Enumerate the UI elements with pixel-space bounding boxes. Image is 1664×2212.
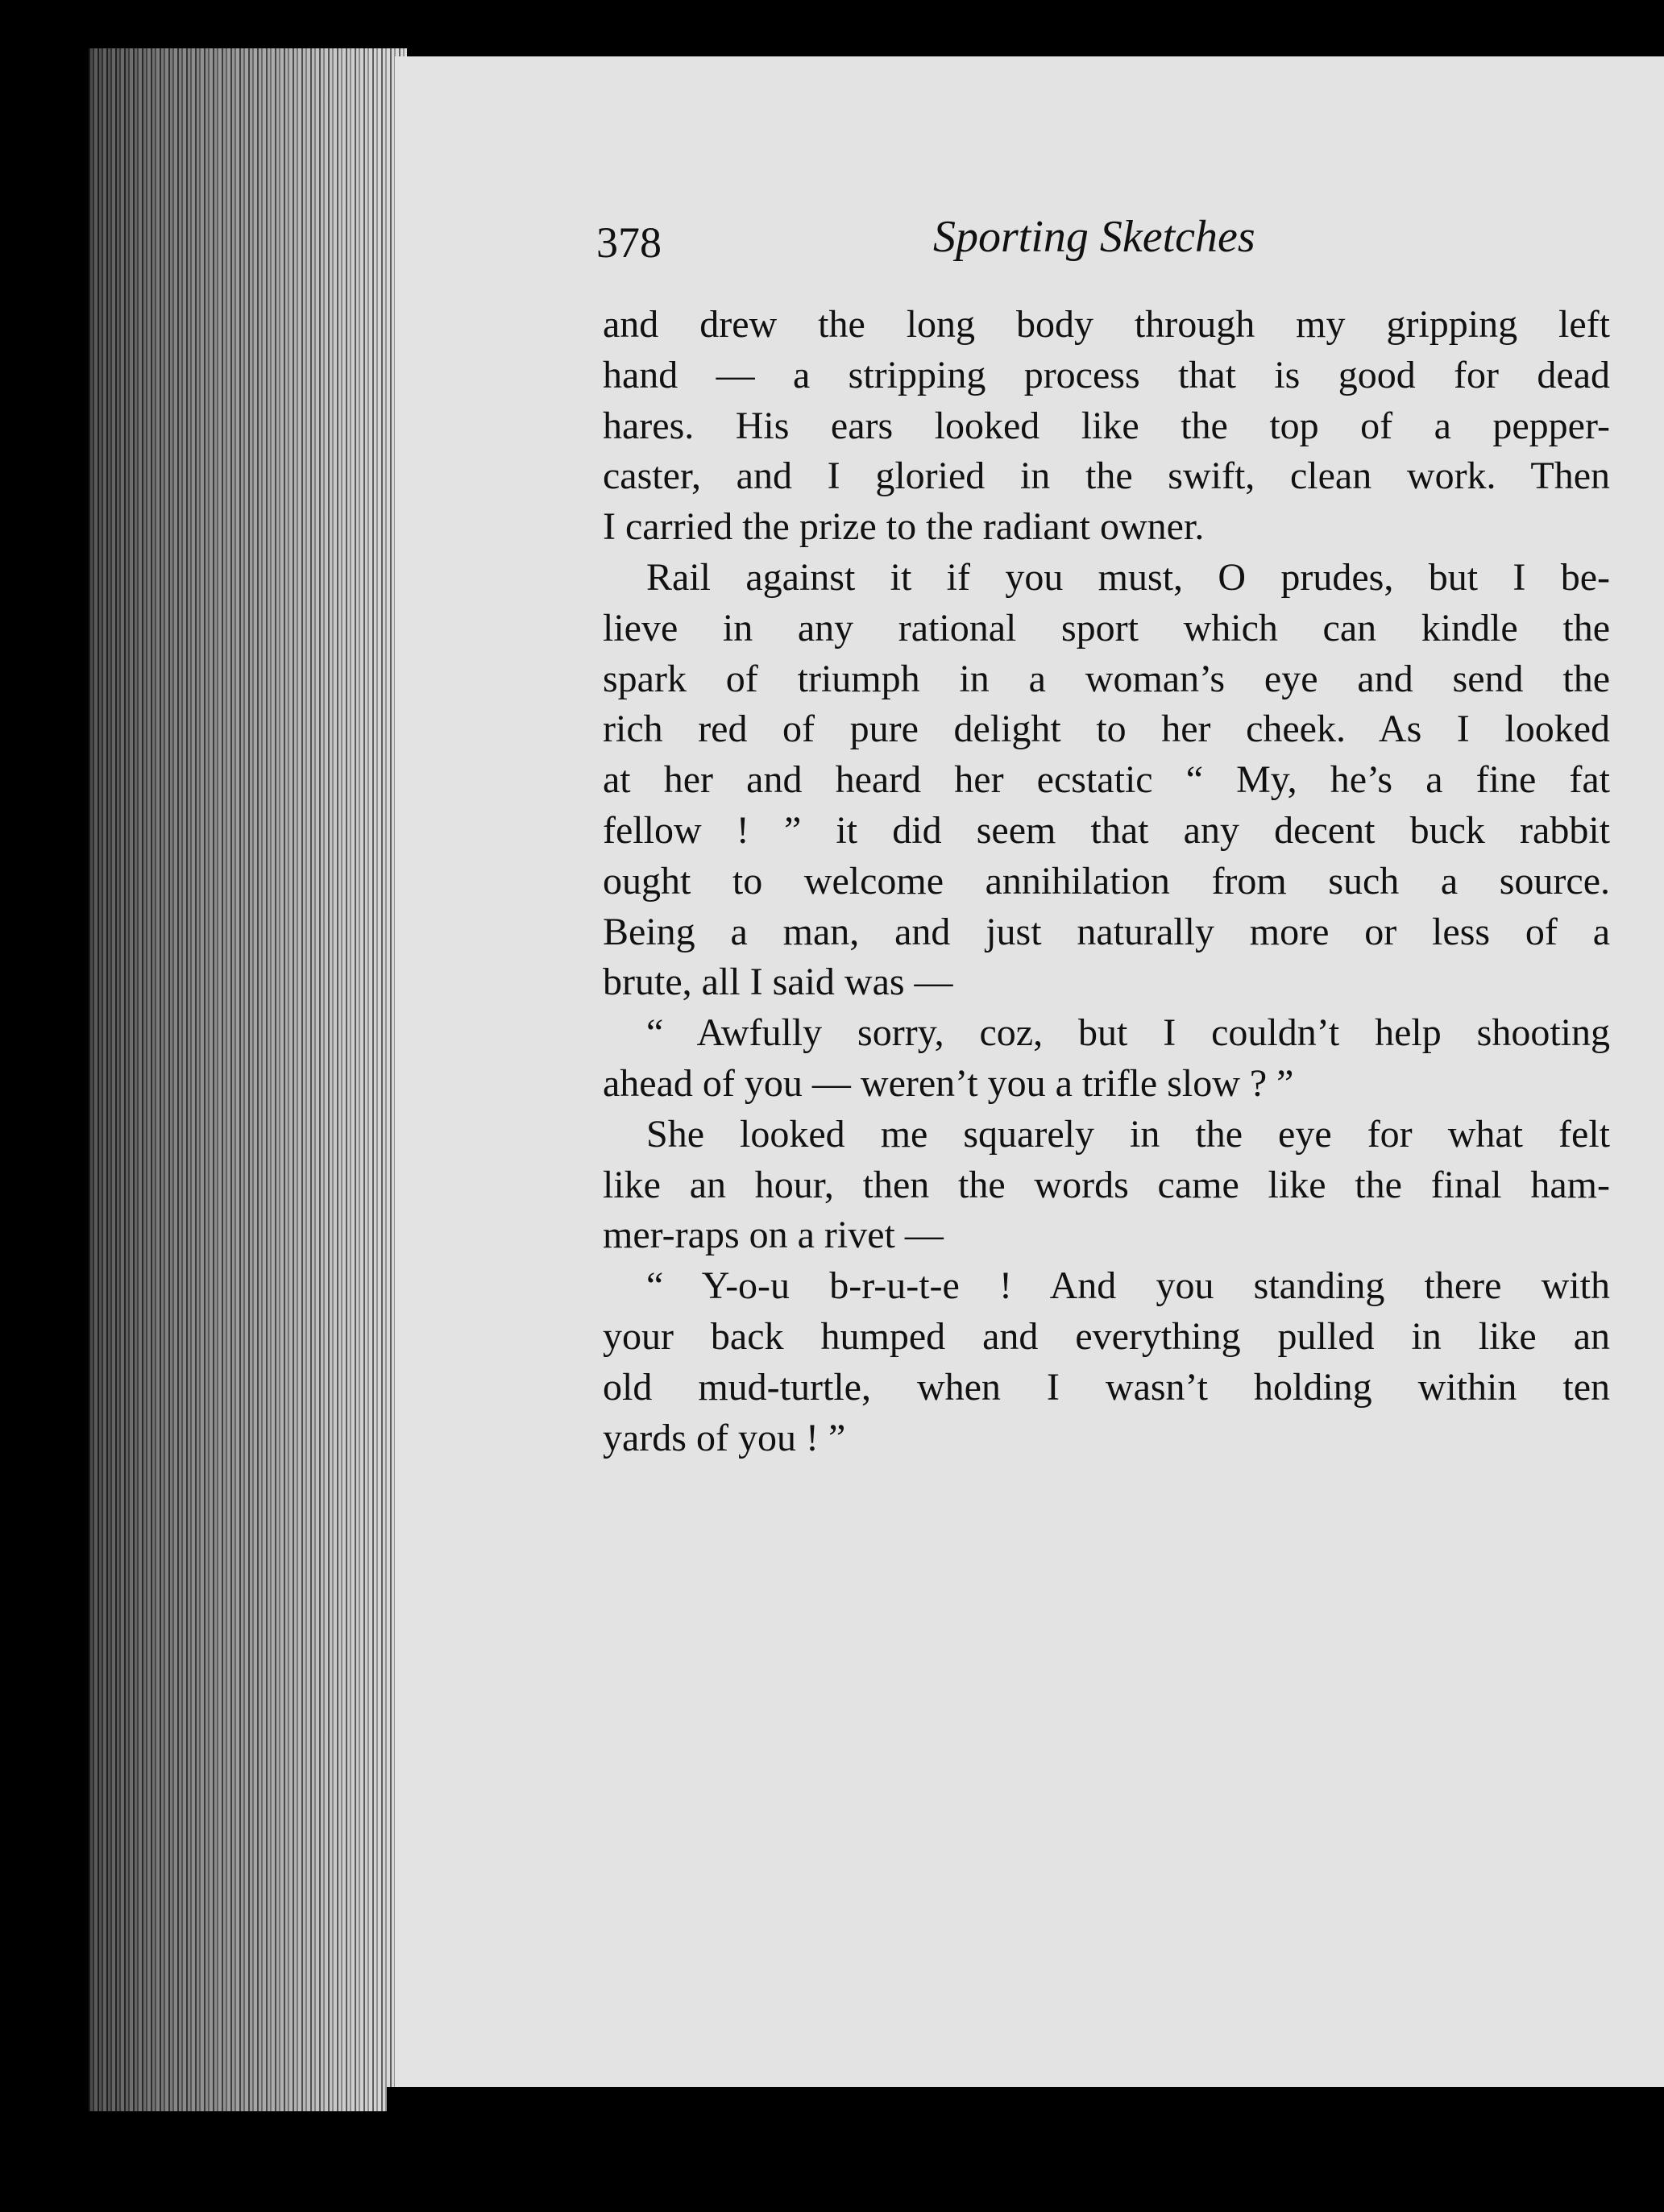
text-line: brute, all I said was — bbox=[603, 961, 953, 1004]
text-line: at her and heard her ecstatic “ My, he’s a fine fat bbox=[603, 758, 1610, 802]
text-line: She looked me squarely in the eye for what felt bbox=[646, 1112, 1610, 1156]
text-line: Being a man, and just naturally more or less of a bbox=[603, 910, 1610, 953]
text-line: “ Awfully sorry, coz, but I couldn’t help shooting bbox=[646, 1011, 1610, 1055]
text-line: hand — a stripping process that is good for dead bbox=[603, 353, 1610, 396]
text-line: spark of triumph in a woman’s eye and send the bbox=[603, 657, 1610, 700]
text-line: hares. His ears looked like the top of a pepper- bbox=[603, 404, 1610, 447]
running-head bbox=[596, 211, 1604, 276]
bottom-shadow bbox=[387, 2087, 1664, 2127]
text-line: fellow ! ” it did seem that any decent buck rabbit bbox=[603, 808, 1610, 852]
text-line: Rail against it if you must, O prudes, but I be- bbox=[646, 555, 1610, 599]
text-line: like an hour, then the words came like the final ham- bbox=[603, 1163, 1610, 1206]
text-line: “ Y-o-u b-r-u-t-e ! And you standing there with bbox=[646, 1264, 1610, 1308]
text-line: and drew the long body through my gripping left bbox=[603, 303, 1610, 346]
text-line: yards of you ! ” bbox=[603, 1416, 846, 1459]
text-line: lieve in any rational sport which can kindle the bbox=[603, 606, 1610, 649]
text-line: caster, and I gloried in the swift, clean work. Then bbox=[603, 454, 1610, 498]
text-line: old mud-turtle, when I wasn’t holding within ten bbox=[603, 1365, 1610, 1409]
body-text bbox=[603, 300, 1610, 1463]
page-edges bbox=[89, 48, 407, 2111]
text-line: ahead of you — weren’t you a trifle slow ? ” bbox=[603, 1061, 1294, 1105]
running-title: Sporting Sketches bbox=[933, 212, 1255, 262]
text-line: ought to welcome annihilation from such a source. bbox=[603, 859, 1610, 903]
text-line: I carried the prize to the radiant owner. bbox=[603, 505, 1205, 549]
page-number: 378 bbox=[596, 218, 662, 267]
text-line: rich red of pure delight to her cheek. As I looked bbox=[603, 708, 1610, 751]
text-line: your back humped and everything pulled in like an bbox=[603, 1314, 1610, 1358]
text-line: mer-raps on a rivet — bbox=[603, 1214, 944, 1257]
